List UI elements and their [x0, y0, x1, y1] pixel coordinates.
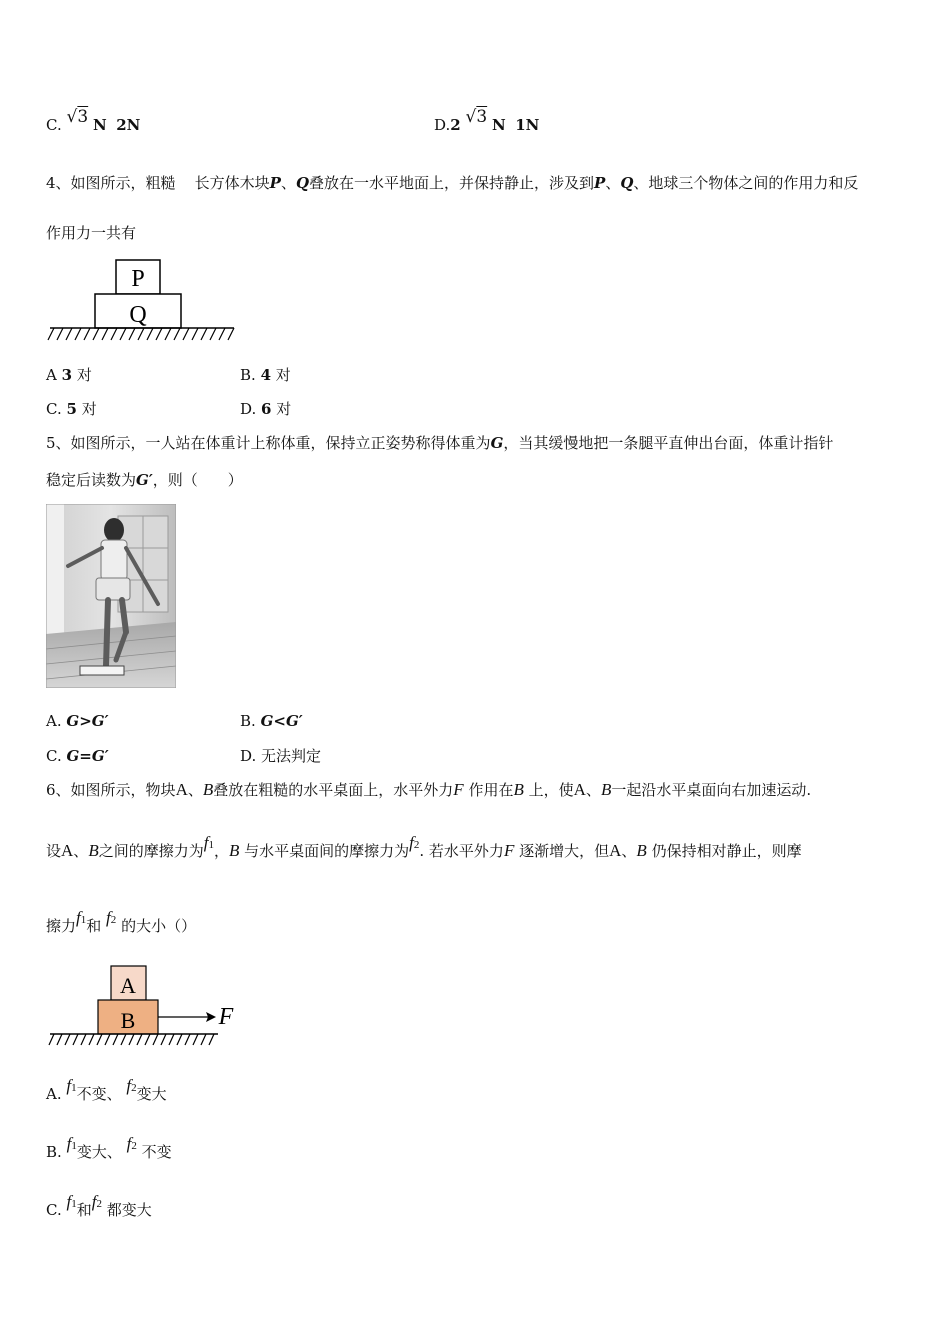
q6-option-c[interactable]	[46, 1192, 152, 1223]
stem-text: 与水平桌面间的摩擦力为	[244, 842, 410, 860]
var-b: B	[228, 841, 240, 860]
stem-text: 上，使	[528, 781, 574, 799]
f-symbol: f	[126, 1134, 132, 1153]
option-value: 6	[261, 400, 272, 418]
q4-option-c[interactable]	[46, 398, 97, 420]
block-q-label: Q	[129, 302, 147, 328]
option-label: C.	[46, 116, 62, 134]
q6-stem-line3	[46, 908, 197, 939]
option-value: G<G′	[260, 712, 303, 730]
separator: 、	[280, 174, 296, 192]
option-label: D.	[240, 400, 257, 418]
f-symbol: f	[66, 1192, 72, 1211]
stem-text: 如图所示，粗糙	[70, 174, 176, 192]
option-text: 变大、	[76, 1143, 122, 1161]
q4-option-b[interactable]	[240, 364, 291, 386]
var-b: B	[600, 780, 612, 799]
option-label: A	[46, 366, 57, 384]
var-b: B	[636, 841, 647, 860]
var-f1	[67, 1192, 77, 1211]
stem-text: 之间的摩擦力为	[98, 842, 204, 860]
q5-stem-line2	[46, 469, 243, 491]
var-f2	[92, 1192, 102, 1211]
var-f1	[76, 908, 86, 927]
option-unit: 对	[275, 366, 291, 384]
option-value: 3	[61, 366, 73, 384]
var-f1	[204, 833, 214, 852]
option-value: 4	[260, 366, 272, 384]
block-b-label: B	[120, 1008, 136, 1033]
separator: 、	[585, 781, 601, 799]
block-p-label: P	[131, 266, 145, 292]
stem-text: . 若水平外力	[419, 842, 504, 860]
stem-text: 、地球三个物体之间的作用力和反	[633, 174, 859, 192]
var-b: B	[202, 780, 214, 799]
var-a: A	[609, 841, 622, 860]
option-label: C.	[46, 400, 62, 418]
q6-option-b[interactable]	[46, 1134, 172, 1165]
option-text: 变大	[136, 1085, 167, 1103]
subscript: 1	[71, 1140, 77, 1152]
var-p: P	[269, 174, 281, 192]
coefficient: 2	[450, 116, 461, 134]
stem-text: 设	[46, 842, 62, 860]
subscript: 2	[413, 839, 420, 851]
q4-option-d[interactable]	[240, 398, 291, 420]
option-value: 5	[66, 400, 77, 418]
subscript: 1	[71, 1198, 77, 1210]
q6-stem-line2	[46, 833, 802, 864]
var-a: A	[61, 841, 74, 860]
stem-text: 叠放在粗糙的水平桌面上，水平外力	[213, 781, 454, 799]
subscript: 1	[208, 839, 214, 851]
subscript: 2	[131, 1140, 137, 1152]
q5-option-a[interactable]	[46, 710, 109, 732]
var-a: A	[175, 780, 188, 799]
var-g-prime: G′	[136, 471, 153, 489]
option-value: 1N	[515, 116, 540, 134]
subscript: 1	[80, 914, 87, 926]
f-symbol: f	[91, 1192, 97, 1211]
q4-option-a[interactable]	[46, 364, 92, 386]
stem-text: 叠放在一水平地面上，并保持静止，涉及到	[309, 174, 595, 192]
question-number: 5、	[46, 434, 71, 452]
option-label: B.	[46, 1143, 62, 1161]
option-label: B.	[240, 712, 256, 730]
q4-figure-blocks	[46, 256, 238, 348]
question-number: 6、	[46, 781, 71, 799]
stem-text: ，则（ ）	[152, 471, 243, 489]
var-f2	[409, 833, 419, 852]
var-f2	[106, 908, 116, 927]
f-symbol: f	[126, 1076, 132, 1095]
stem-text: 的大小（）	[121, 917, 197, 935]
option-label: B.	[240, 366, 256, 384]
stem-text: ，当其缓慢地把一条腿平直伸出台面，体重计指针	[503, 434, 834, 452]
question-number: 4、	[46, 174, 71, 192]
sqrt-radicand: 3	[476, 107, 488, 127]
q3-option-d	[434, 107, 540, 136]
var-f2	[126, 1076, 136, 1095]
separator: ，	[213, 842, 229, 860]
option-text: 和	[76, 1201, 92, 1219]
var-q: Q	[620, 174, 634, 192]
stem-text: 如图所示，物块	[70, 781, 176, 799]
f-symbol: f	[66, 1076, 72, 1095]
ground-hatching	[48, 328, 234, 340]
var-g: G	[490, 434, 504, 452]
block-a-label: A	[120, 973, 136, 998]
var-b: B	[513, 780, 524, 799]
subscript: 2	[131, 1082, 137, 1094]
f-symbol: f	[409, 833, 414, 852]
q4-stem-line2: 作用力一共有	[46, 224, 137, 242]
var-f2	[127, 1134, 137, 1153]
conjunction: 和	[86, 917, 102, 935]
f-symbol: f	[66, 1134, 72, 1153]
separator: 、	[73, 842, 89, 860]
force-label: F	[218, 1004, 234, 1030]
option-label: A.	[46, 712, 62, 730]
stem-text: 如图所示，一人站在体重计上称体重，保持立正姿势称得体重为	[70, 434, 491, 452]
var-p: P	[594, 174, 606, 192]
f-symbol: f	[203, 833, 209, 852]
q6-option-a[interactable]	[46, 1076, 167, 1107]
var-f1	[66, 1076, 76, 1095]
stem-text: 长方体木块	[194, 174, 270, 192]
f-symbol: f	[106, 908, 111, 927]
stem-text: 稳定后读数为	[46, 471, 137, 489]
unit: N	[491, 116, 506, 134]
stem-text: 逐渐增大，但	[519, 842, 610, 860]
var-f1	[67, 1134, 77, 1153]
option-label: D.	[240, 747, 257, 765]
option-label: C.	[46, 747, 62, 765]
stem-text: 作用在	[468, 781, 514, 799]
option-label: A.	[46, 1085, 62, 1103]
subscript: 2	[110, 914, 117, 926]
stem-text: 擦力	[46, 917, 77, 935]
q5-photo-person-on-scale	[46, 504, 176, 688]
q6-figure-blocks-force	[46, 962, 246, 1052]
stem-text: 仍保持相对静止，则摩	[651, 842, 802, 860]
q5-option-b[interactable]	[240, 710, 303, 732]
option-value: 无法判定	[261, 747, 322, 765]
var-f: F	[453, 780, 464, 799]
subscript: 1	[71, 1082, 77, 1094]
q5-option-d[interactable]	[240, 745, 321, 767]
sqrt-expression: √3	[465, 107, 488, 127]
var-q: Q	[295, 174, 310, 192]
option-text: 都变大	[106, 1201, 152, 1219]
f-symbol: f	[76, 908, 81, 927]
ground-hatching	[49, 1034, 214, 1045]
separator: 、	[621, 842, 637, 860]
subscript: 2	[96, 1198, 102, 1210]
var-a: A	[573, 780, 586, 799]
q6-stem-line1	[46, 779, 811, 801]
option-unit: 对	[76, 366, 92, 384]
unit: N	[92, 116, 107, 134]
separator: 、	[605, 174, 621, 192]
q4-stem-line1	[46, 172, 858, 194]
option-label: C.	[46, 1201, 62, 1219]
stem-text: 一起沿水平桌面向右加速运动.	[611, 781, 812, 799]
q3-option-c	[46, 107, 141, 136]
option-text: 不变	[141, 1143, 172, 1161]
sqrt-expression: √3	[66, 107, 89, 127]
option-unit: 对	[81, 400, 97, 418]
option-value: G=G′	[66, 747, 109, 765]
option-unit: 对	[276, 400, 292, 418]
var-b: B	[88, 841, 99, 860]
option-value: G>G′	[66, 712, 109, 730]
option-text: 不变、	[76, 1085, 122, 1103]
option-label: D.	[434, 116, 451, 134]
option-value: 2N	[116, 116, 141, 134]
separator: 、	[187, 781, 203, 799]
var-f: F	[503, 841, 515, 860]
sqrt-radicand: 3	[77, 107, 89, 127]
q5-option-c[interactable]	[46, 745, 109, 767]
q5-stem-line1	[46, 432, 833, 454]
